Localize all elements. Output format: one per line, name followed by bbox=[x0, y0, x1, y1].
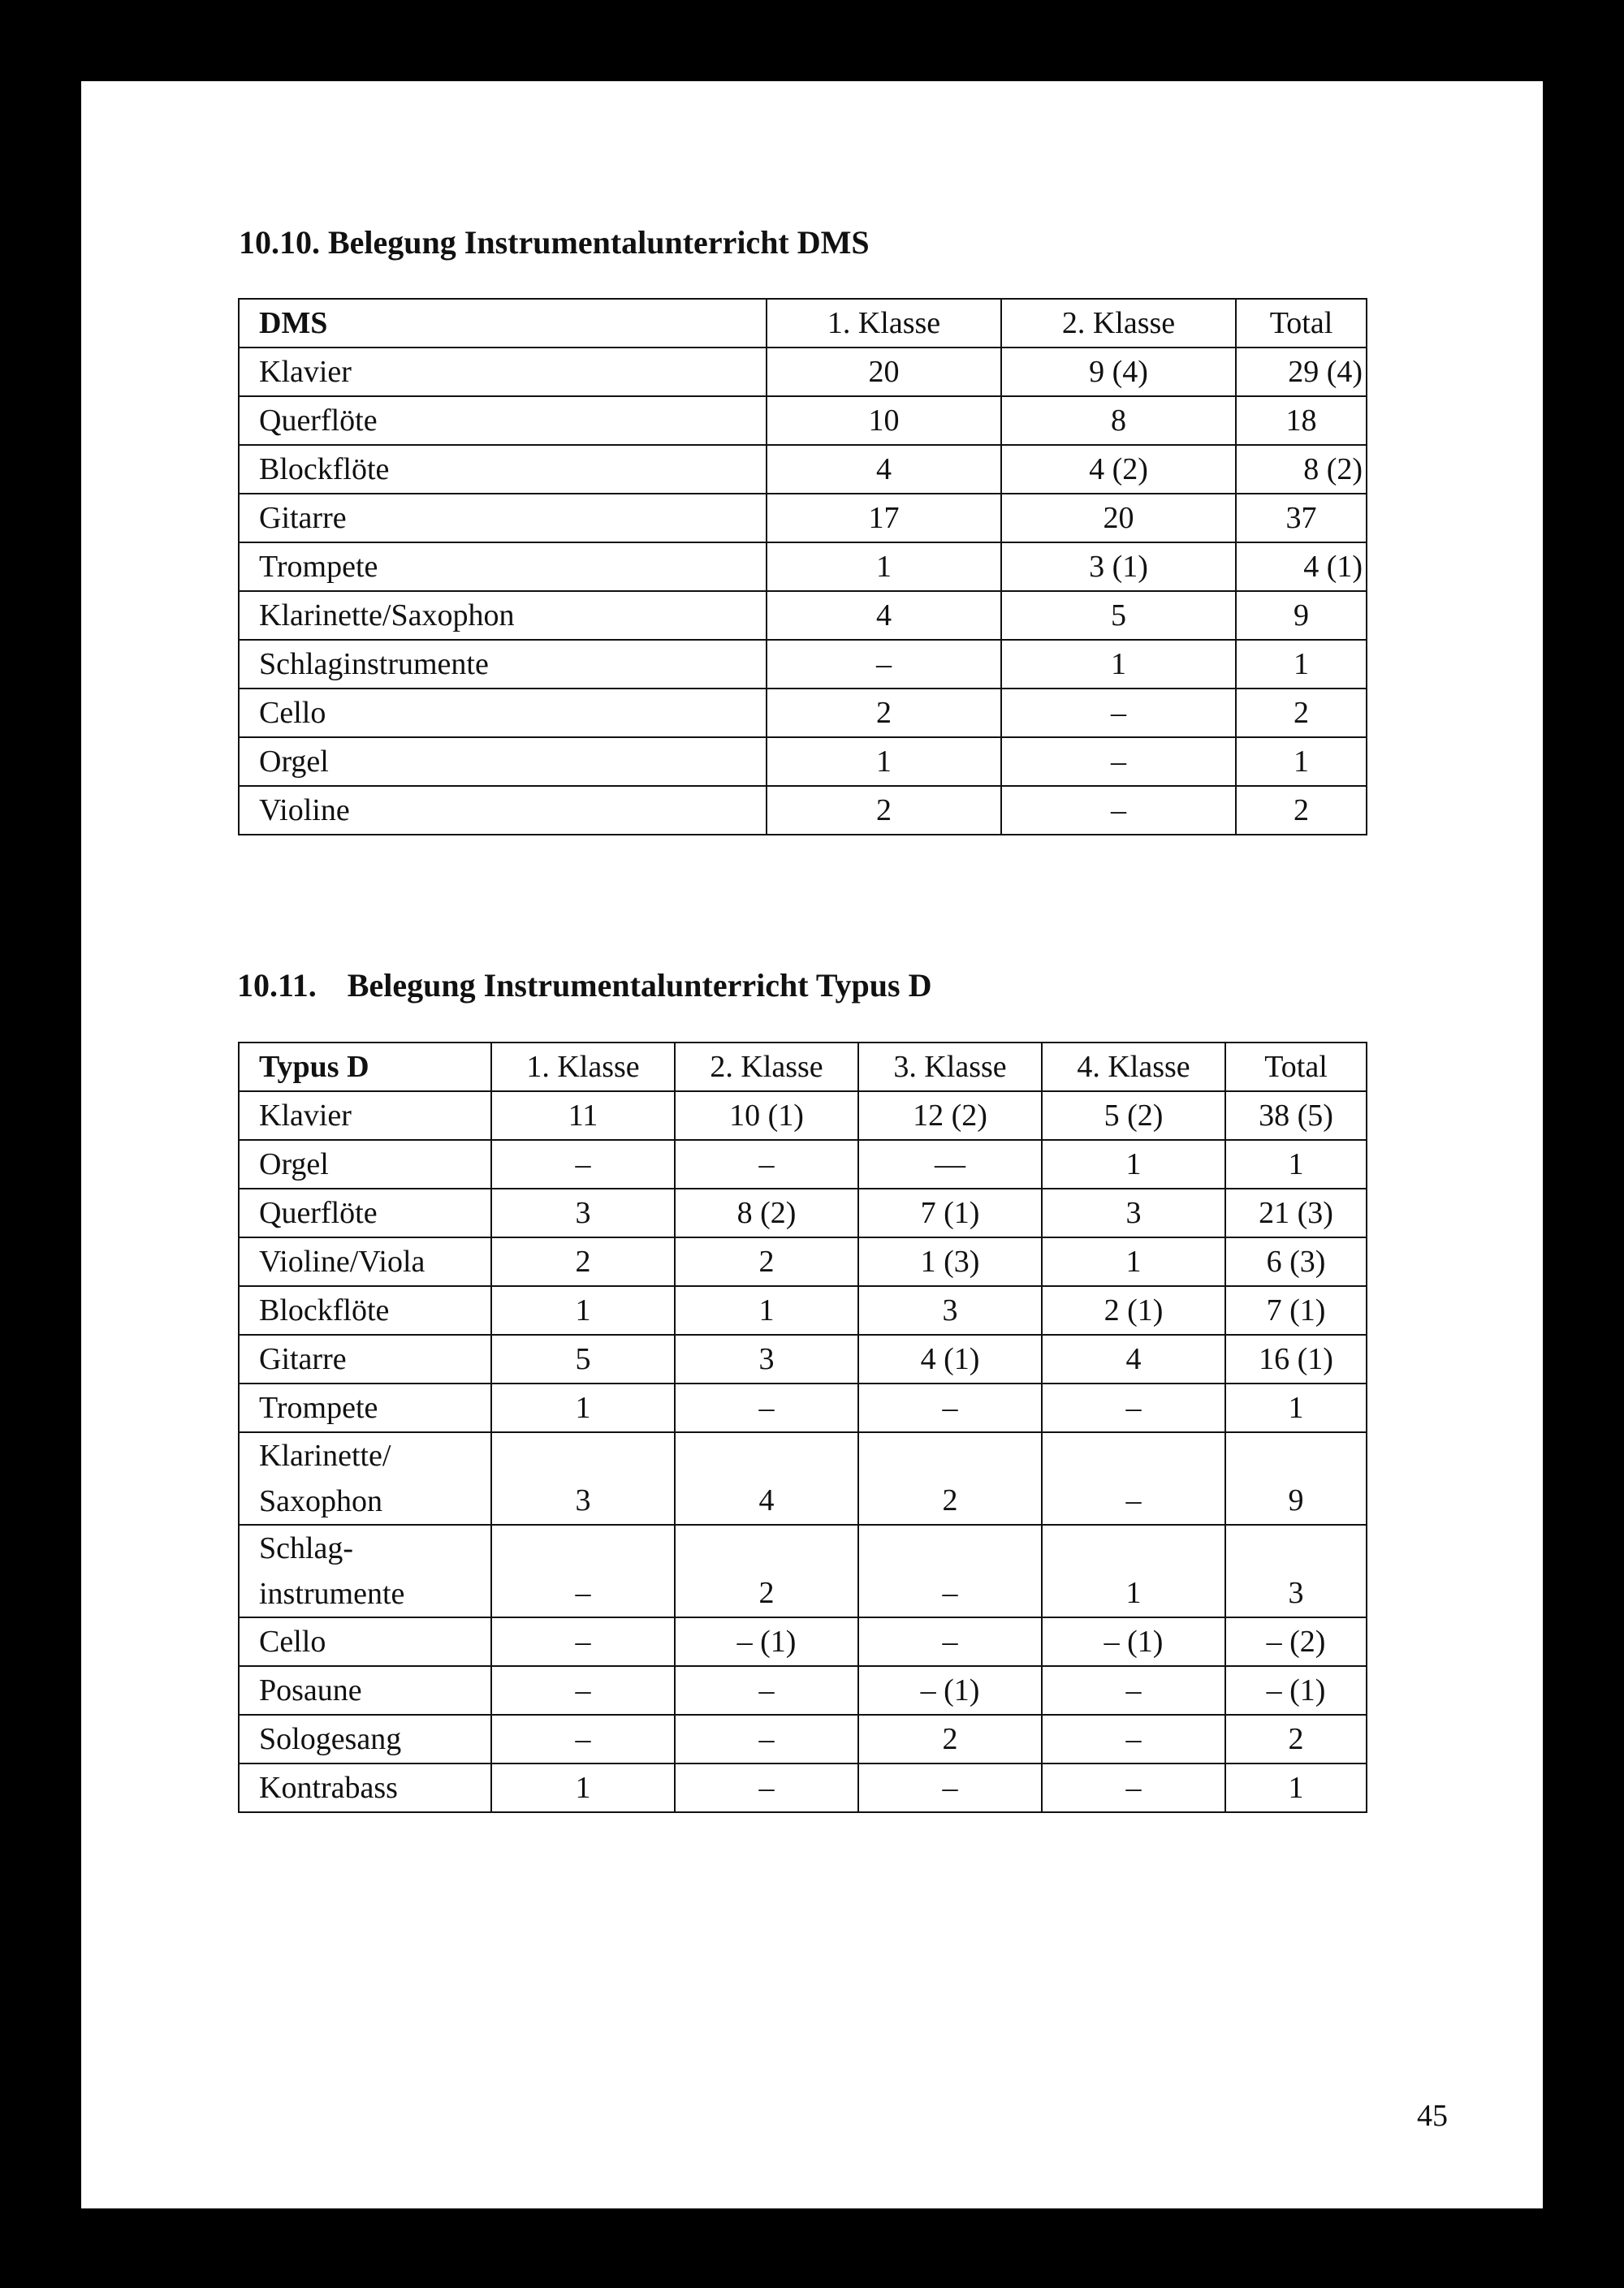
total-cell: 37 bbox=[1236, 494, 1367, 542]
value-cell: 1 (3) bbox=[858, 1237, 1042, 1286]
value-cell: – bbox=[1001, 689, 1236, 737]
value-cell: – (1) bbox=[1042, 1617, 1225, 1666]
section-title: Belegung Instrumentalunterricht Typus D bbox=[347, 967, 932, 1004]
instrument-cell: Trompete bbox=[239, 1384, 491, 1432]
value-cell: 10 bbox=[767, 396, 1001, 445]
total-cell: 1 bbox=[1225, 1763, 1367, 1812]
header-cell: DMS bbox=[239, 299, 767, 348]
instrument-cell: Klavier bbox=[239, 348, 767, 396]
value-cell: 5 bbox=[1001, 591, 1236, 640]
section-number: 10.11. bbox=[237, 967, 317, 1004]
value-cell: – bbox=[1001, 786, 1236, 835]
table-row bbox=[239, 494, 1367, 542]
value-cell: 1 bbox=[491, 1384, 675, 1432]
value-cell: 8 bbox=[1001, 396, 1236, 445]
value-cell: – bbox=[675, 1715, 858, 1763]
value-cell: – bbox=[491, 1666, 675, 1715]
section-number: 10.10. bbox=[239, 224, 320, 261]
value-cell: – bbox=[491, 1140, 675, 1189]
instrument-cell: Gitarre bbox=[239, 1335, 491, 1384]
value-cell: 12 (2) bbox=[858, 1091, 1042, 1140]
value-cell: 2 bbox=[767, 786, 1001, 835]
instrument-cell: Blockflöte bbox=[239, 445, 767, 494]
header-cell: Total bbox=[1225, 1043, 1367, 1091]
value-cell: 1 bbox=[767, 542, 1001, 591]
value-cell: 3 bbox=[1042, 1189, 1225, 1237]
table-row bbox=[239, 1432, 1367, 1525]
instrument-cell: Posaune bbox=[239, 1666, 491, 1715]
value-cell: 2 bbox=[858, 1715, 1042, 1763]
value-cell: 1 bbox=[1001, 640, 1236, 689]
instrument-cell: Klarinette/Saxophon bbox=[239, 591, 767, 640]
total-cell: 8 (2) bbox=[1236, 445, 1367, 494]
table-row bbox=[239, 640, 1367, 689]
document-page bbox=[81, 81, 1543, 2208]
value-cell: 4 bbox=[1042, 1335, 1225, 1384]
value-cell: – bbox=[767, 640, 1001, 689]
instrument-cell: Klavier bbox=[239, 1091, 491, 1140]
value-cell: — bbox=[858, 1140, 1042, 1189]
value-cell: 11 bbox=[491, 1091, 675, 1140]
table-row bbox=[239, 396, 1367, 445]
table-row bbox=[239, 1715, 1367, 1763]
value-cell: 3 bbox=[491, 1189, 675, 1237]
value-cell: – bbox=[1042, 1432, 1225, 1525]
value-cell: – (1) bbox=[675, 1617, 858, 1666]
table-row bbox=[239, 786, 1367, 835]
total-cell: 16 (1) bbox=[1225, 1335, 1367, 1384]
value-cell: 1 bbox=[491, 1286, 675, 1335]
header-cell: 1. Klasse bbox=[767, 299, 1001, 348]
table-row bbox=[239, 737, 1367, 786]
total-cell: – (2) bbox=[1225, 1617, 1367, 1666]
table-row bbox=[239, 1763, 1367, 1812]
value-cell: 8 (2) bbox=[675, 1189, 858, 1237]
total-cell: 1 bbox=[1236, 737, 1367, 786]
header-cell: 1. Klasse bbox=[491, 1043, 675, 1091]
section-heading-typus-d bbox=[237, 966, 931, 1004]
table-row bbox=[239, 1189, 1367, 1237]
value-cell: 17 bbox=[767, 494, 1001, 542]
value-cell: – bbox=[1042, 1763, 1225, 1812]
header-cell: Typus D bbox=[239, 1043, 491, 1091]
total-cell: 7 (1) bbox=[1225, 1286, 1367, 1335]
header-cell: Total bbox=[1236, 299, 1367, 348]
table-row bbox=[239, 542, 1367, 591]
value-cell: – bbox=[675, 1763, 858, 1812]
header-cell: 3. Klasse bbox=[858, 1043, 1042, 1091]
total-cell: 2 bbox=[1236, 786, 1367, 835]
value-cell: – bbox=[1042, 1715, 1225, 1763]
value-cell: – bbox=[858, 1525, 1042, 1617]
value-cell: – (1) bbox=[858, 1666, 1042, 1715]
header-cell: 2. Klasse bbox=[675, 1043, 858, 1091]
header-cell: 4. Klasse bbox=[1042, 1043, 1225, 1091]
instrument-cell: Cello bbox=[239, 1617, 491, 1666]
table-row bbox=[239, 445, 1367, 494]
total-cell: 9 bbox=[1225, 1432, 1367, 1525]
section-title: Belegung Instrumentalunterricht DMS bbox=[328, 224, 870, 261]
value-cell: 5 bbox=[491, 1335, 675, 1384]
value-cell: 3 bbox=[858, 1286, 1042, 1335]
value-cell: 2 bbox=[767, 689, 1001, 737]
value-cell: – bbox=[1042, 1666, 1225, 1715]
table-dms bbox=[238, 298, 1367, 835]
value-cell: – bbox=[858, 1384, 1042, 1432]
instrument-cell: Querflöte bbox=[239, 1189, 491, 1237]
table-row bbox=[239, 1617, 1367, 1666]
instrument-cell: Gitarre bbox=[239, 494, 767, 542]
value-cell: 2 bbox=[491, 1237, 675, 1286]
total-cell: 29 (4) bbox=[1236, 348, 1367, 396]
total-cell: 21 (3) bbox=[1225, 1189, 1367, 1237]
instrument-cell: Sologesang bbox=[239, 1715, 491, 1763]
value-cell: 1 bbox=[1042, 1140, 1225, 1189]
table-row bbox=[239, 1091, 1367, 1140]
section-heading-dms bbox=[239, 223, 870, 261]
table-row bbox=[239, 1335, 1367, 1384]
table-header-row bbox=[239, 1043, 1367, 1091]
value-cell: – bbox=[675, 1384, 858, 1432]
value-cell: 1 bbox=[675, 1286, 858, 1335]
instrument-cell: Kontrabass bbox=[239, 1763, 491, 1812]
value-cell: 9 (4) bbox=[1001, 348, 1236, 396]
total-cell: – (1) bbox=[1225, 1666, 1367, 1715]
table-typus-d bbox=[238, 1042, 1367, 1813]
value-cell: 4 (1) bbox=[858, 1335, 1042, 1384]
table-header-row bbox=[239, 299, 1367, 348]
instrument-cell: Cello bbox=[239, 689, 767, 737]
value-cell: 4 bbox=[767, 591, 1001, 640]
value-cell: 10 (1) bbox=[675, 1091, 858, 1140]
table-row bbox=[239, 1237, 1367, 1286]
instrument-cell: Orgel bbox=[239, 1140, 491, 1189]
instrument-cell: Blockflöte bbox=[239, 1286, 491, 1335]
value-cell: 1 bbox=[767, 737, 1001, 786]
value-cell: 2 bbox=[675, 1525, 858, 1617]
value-cell: – bbox=[1042, 1384, 1225, 1432]
table-row bbox=[239, 1384, 1367, 1432]
value-cell: 20 bbox=[1001, 494, 1236, 542]
instrument-cell: Schlaginstrumente bbox=[239, 640, 767, 689]
value-cell: – bbox=[675, 1666, 858, 1715]
value-cell: 20 bbox=[767, 348, 1001, 396]
instrument-cell: Violine bbox=[239, 786, 767, 835]
page-number: 45 bbox=[1417, 2099, 1448, 2133]
total-cell: 1 bbox=[1225, 1140, 1367, 1189]
value-cell: – bbox=[858, 1763, 1042, 1812]
value-cell: – bbox=[491, 1715, 675, 1763]
table-row bbox=[239, 348, 1367, 396]
table-row bbox=[239, 689, 1367, 737]
value-cell: 1 bbox=[1042, 1237, 1225, 1286]
value-cell: 5 (2) bbox=[1042, 1091, 1225, 1140]
value-cell: 3 (1) bbox=[1001, 542, 1236, 591]
value-cell: – bbox=[858, 1617, 1042, 1666]
value-cell: 2 bbox=[675, 1237, 858, 1286]
table-row bbox=[239, 1286, 1367, 1335]
value-cell: 4 bbox=[675, 1432, 858, 1525]
value-cell: – bbox=[491, 1525, 675, 1617]
total-cell: 2 bbox=[1225, 1715, 1367, 1763]
total-cell: 3 bbox=[1225, 1525, 1367, 1617]
instrument-cell: Orgel bbox=[239, 737, 767, 786]
instrument-cell: Klarinette/ Saxophon bbox=[239, 1432, 491, 1525]
value-cell: 4 bbox=[767, 445, 1001, 494]
value-cell: – bbox=[1001, 737, 1236, 786]
total-cell: 9 bbox=[1236, 591, 1367, 640]
value-cell: 3 bbox=[491, 1432, 675, 1525]
value-cell: 1 bbox=[1042, 1525, 1225, 1617]
table-row bbox=[239, 1525, 1367, 1617]
instrument-cell: Schlag- instrumente bbox=[239, 1525, 491, 1617]
instrument-cell: Querflöte bbox=[239, 396, 767, 445]
table-row bbox=[239, 1666, 1367, 1715]
value-cell: 7 (1) bbox=[858, 1189, 1042, 1237]
table-row bbox=[239, 591, 1367, 640]
total-cell: 38 (5) bbox=[1225, 1091, 1367, 1140]
table-row bbox=[239, 1140, 1367, 1189]
value-cell: 2 bbox=[858, 1432, 1042, 1525]
total-cell: 4 (1) bbox=[1236, 542, 1367, 591]
total-cell: 2 bbox=[1236, 689, 1367, 737]
total-cell: 6 (3) bbox=[1225, 1237, 1367, 1286]
total-cell: 18 bbox=[1236, 396, 1367, 445]
value-cell: 4 (2) bbox=[1001, 445, 1236, 494]
value-cell: – bbox=[491, 1617, 675, 1666]
instrument-cell: Trompete bbox=[239, 542, 767, 591]
value-cell: 3 bbox=[675, 1335, 858, 1384]
header-cell: 2. Klasse bbox=[1001, 299, 1236, 348]
instrument-cell: Violine/Viola bbox=[239, 1237, 491, 1286]
value-cell: 1 bbox=[491, 1763, 675, 1812]
value-cell: – bbox=[675, 1140, 858, 1189]
total-cell: 1 bbox=[1225, 1384, 1367, 1432]
total-cell: 1 bbox=[1236, 640, 1367, 689]
value-cell: 2 (1) bbox=[1042, 1286, 1225, 1335]
